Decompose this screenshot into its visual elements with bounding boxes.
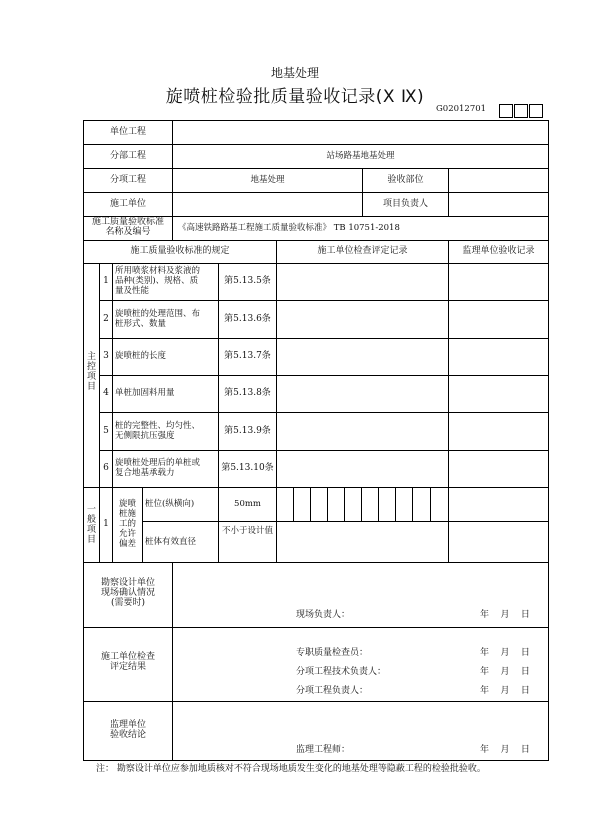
- desc-line: 桩的完整性、均匀性、: [115, 421, 201, 431]
- subitem-label: 分项工程: [109, 175, 146, 185]
- general-char-1: 一: [86, 505, 96, 515]
- standard-label-line-1: 施工质量验收标准: [91, 217, 164, 227]
- item-number: 4: [103, 388, 109, 398]
- general-char-2: 般: [86, 515, 96, 525]
- main-control-char-3: 项: [86, 372, 96, 382]
- standard-label: [84, 217, 172, 237]
- item-description: [115, 421, 200, 441]
- form-code: G02012701: [436, 104, 487, 114]
- main-control-char-1: 主: [86, 352, 96, 362]
- general-row-2-name: 桩体有效直径: [145, 537, 197, 547]
- survey-label: [84, 578, 172, 608]
- item-clause: 第5.13.7条: [224, 351, 271, 361]
- group-label-line: 允许: [118, 529, 136, 539]
- item-description: [115, 309, 200, 329]
- supervision-date[interactable]: 年 月 日: [480, 745, 530, 755]
- survey-label-line: 勘察设计单位: [100, 578, 155, 588]
- main-control-label: [84, 352, 99, 392]
- supervision-label-line: 监理单位: [109, 720, 146, 730]
- general-row-1-name: 桩位(纵横向): [145, 499, 195, 509]
- main-control-char-4: 目: [86, 382, 96, 392]
- item-number: 3: [103, 351, 109, 361]
- general-label: [84, 505, 99, 545]
- quality-inspector-date[interactable]: 年 月 日: [480, 648, 530, 658]
- desc-line: 单桩加固料用量: [115, 388, 175, 398]
- desc-line: 无侧限抗压强度: [115, 431, 175, 441]
- item-clause: 第5.13.10条: [221, 463, 274, 473]
- item-clause: 第5.13.8条: [224, 388, 271, 398]
- item-number: 2: [103, 314, 109, 324]
- desc-line: 旋喷桩的长度: [115, 351, 167, 361]
- desc-line: 品种(类别)、规格、质: [115, 276, 199, 286]
- item-number: 5: [103, 426, 109, 436]
- tech-lead-date[interactable]: 年 月 日: [480, 667, 530, 677]
- desc-line: 所用喷浆材料及浆液的: [115, 266, 201, 276]
- unit-project-label: 单位工程: [109, 127, 146, 137]
- construction-result-label: [84, 652, 172, 672]
- project-lead-label: 项目负责人: [382, 199, 428, 209]
- subitem-lead-date[interactable]: 年 月 日: [480, 686, 530, 696]
- item-clause: 第5.13.6条: [224, 314, 271, 324]
- group-label-line: 工的: [118, 519, 136, 529]
- acceptance-part-label: 验收部位: [387, 175, 424, 185]
- survey-date[interactable]: 年 月 日: [480, 610, 530, 620]
- group-label-line: 偏差: [118, 539, 136, 549]
- general-char-4: 目: [86, 535, 96, 545]
- desc-line: 旋喷桩的处理范围、布: [115, 309, 201, 319]
- item-description: [115, 266, 200, 296]
- item-description: [115, 458, 200, 478]
- survey-signer[interactable]: 现场负责人：: [296, 610, 351, 620]
- item-description: [115, 351, 166, 362]
- construction-label-line: 评定结果: [109, 662, 146, 672]
- item-number: 1: [103, 276, 109, 286]
- supervision-conclusion-label: [84, 720, 172, 740]
- col-header-construction: 施工单位检查评定记录: [317, 246, 408, 256]
- subitem-value[interactable]: 地基处理: [250, 175, 285, 185]
- general-char-3: 项: [86, 525, 96, 535]
- item-description: [115, 388, 175, 399]
- general-group-label: [113, 499, 142, 549]
- construction-label-line: 施工单位检查: [100, 652, 155, 662]
- footnote: 注： 勘察设计单位应参加地质核对不符合现场地质发生变化的地基处理等隐蔽工程的检验批验收。: [96, 764, 486, 774]
- general-row-2-tolerance: 不小于设计值: [221, 526, 273, 536]
- item-clause: 第5.13.9条: [224, 426, 271, 436]
- desc-line: 旋喷桩处理后的单桩或: [115, 458, 201, 468]
- main-control-char-2: 控: [86, 362, 96, 372]
- item-number: 6: [103, 463, 109, 473]
- group-label-line: 桩施: [118, 509, 136, 519]
- desc-line: 复合地基承载力: [115, 468, 175, 478]
- division-value[interactable]: 站场路基地基处理: [326, 151, 395, 161]
- survey-label-line: (需要时): [110, 598, 146, 608]
- form-category: 地基处理: [270, 66, 319, 80]
- group-label-line: 旋喷: [118, 499, 136, 509]
- supervision-engineer-signer[interactable]: 监理工程师：: [296, 745, 351, 755]
- construction-unit-label: 施工单位: [109, 199, 146, 209]
- col-header-spec: 施工质量验收标准的规定: [130, 246, 230, 256]
- quality-inspector-signer[interactable]: 专职质量检查员：: [296, 648, 369, 658]
- general-item-number: 1: [103, 519, 109, 529]
- desc-line: 桩形式、数量: [115, 319, 167, 329]
- standard-value[interactable]: 《高速铁路路基工程施工质量验收标准》 TB 10751-2018: [178, 223, 400, 233]
- supervision-label-line: 验收结论: [109, 730, 146, 740]
- standard-label-line-2: 名称及编号: [105, 227, 151, 237]
- desc-line: 量及性能: [115, 286, 150, 296]
- subitem-lead-signer[interactable]: 分项工程负责人：: [296, 686, 369, 696]
- col-header-supervision: 监理单位验收记录: [462, 246, 535, 256]
- form-title: 旋喷桩检验批质量验收记录(Ⅹ Ⅸ): [165, 87, 425, 107]
- general-row-1-tolerance: 50mm: [234, 499, 261, 509]
- division-label: 分部工程: [109, 151, 146, 161]
- item-clause: 第5.13.5条: [224, 276, 271, 286]
- survey-label-line: 现场确认情况: [100, 588, 155, 598]
- tech-lead-signer[interactable]: 分项工程技术负责人：: [296, 667, 387, 677]
